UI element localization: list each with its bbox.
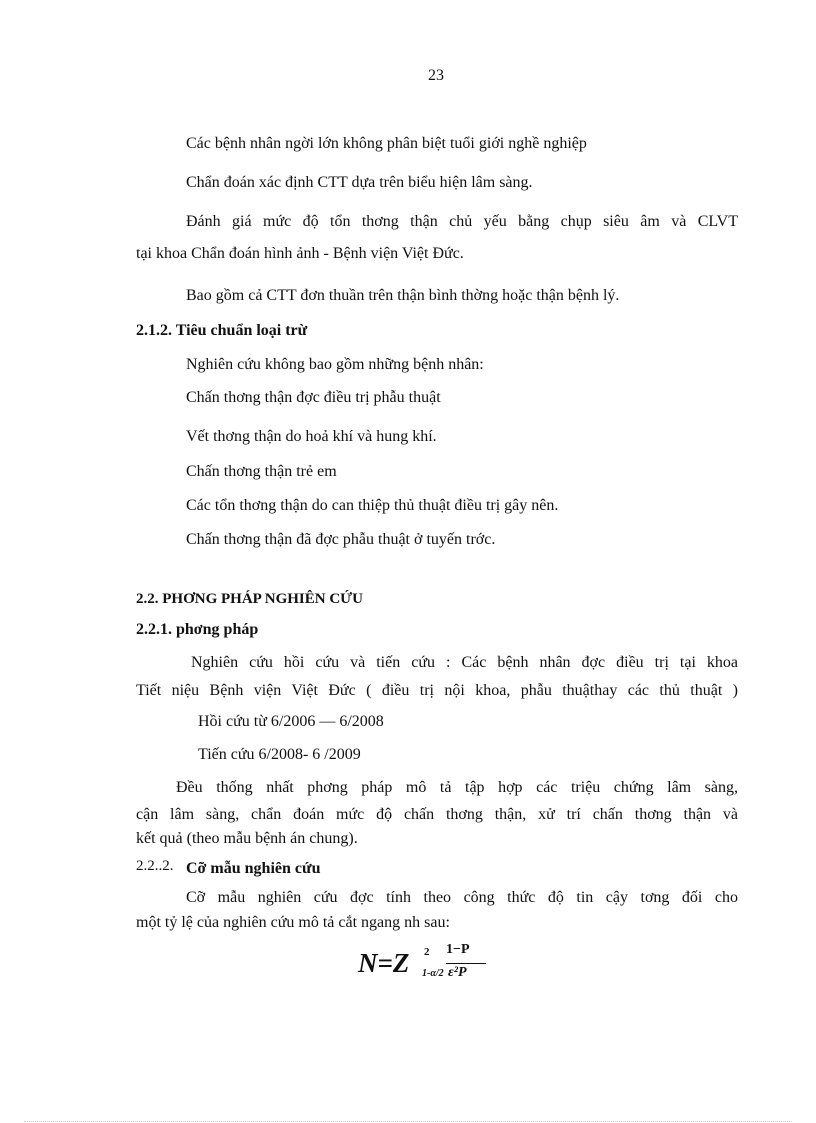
criterion-assessment-line1: Đánh giá mức độ tổn thơng thận chủ yếu bằng chụp siêu âm và CLVT bbox=[186, 213, 738, 230]
formula-lhs: N=Z bbox=[358, 948, 410, 978]
exclusion-intro: Nghiên cứu không bao gồm những bệnh nhân: bbox=[186, 356, 484, 373]
method-line1: Nghiên cứu hồi cứu và tiến cứu : Các bệnh nhân đợc điều trị tại khoa bbox=[191, 654, 738, 671]
section-heading-method: 2.2.1. phơng pháp bbox=[136, 621, 259, 638]
formula-superscript: 2 bbox=[424, 946, 430, 958]
exclusion-item: Chấn thơng thận đã đợc phẫu thuật ở tuyến trớc. bbox=[186, 531, 496, 548]
sample-line1: Cỡ mẫu nghiên cứu đợc tính theo công thức độ tin cậy tơng đối cho bbox=[186, 889, 738, 906]
exclusion-item: Các tổn thơng thận do can thiệp thủ thuật điều trị gây nên. bbox=[186, 497, 559, 514]
formula-denominator: ε²P bbox=[448, 965, 467, 980]
criterion-assessment-line2: tại khoa Chẩn đoán hình ảnh - Bệnh viện Việt Đức. bbox=[136, 245, 464, 262]
criterion-adults: Các bệnh nhân ngời lớn không phân biệt tuổi giới nghề nghiệp bbox=[186, 135, 587, 152]
formula-fraction-bar bbox=[446, 963, 486, 964]
exclusion-item: Chấn thơng thận đợc điều trị phẫu thuật bbox=[186, 389, 441, 406]
section-heading-exclusion: 2.1.2. Tiêu chuẩn loại trừ bbox=[136, 322, 308, 339]
page-bottom-divider bbox=[24, 1121, 792, 1122]
method-para-line2: cận lâm sàng, chẩn đoán mức độ chấn thơng thận, xử trí chấn thơng thận và bbox=[136, 806, 738, 823]
exclusion-item: Vết thơng thận do hoả khí và hung khí. bbox=[186, 428, 437, 445]
method-line2: Tiết niệu Bệnh viện Việt Đức ( điều trị nội khoa, phẫu thuậthay các thủ thuật ) bbox=[136, 682, 738, 699]
section-number-sample: 2.2..2. bbox=[136, 858, 174, 874]
sample-line2: một tỷ lệ của nghiên cứu mô tả cắt ngang nh sau: bbox=[136, 914, 450, 931]
formula-numerator: 1−P bbox=[446, 942, 470, 957]
exclusion-item: Chấn thơng thận trẻ em bbox=[186, 463, 337, 480]
sample-size-formula bbox=[358, 940, 498, 984]
prospective-period: Tiến cứu 6/2008- 6 /2009 bbox=[198, 746, 361, 763]
criterion-diagnosis: Chẩn đoán xác định CTT dựa trên biểu hiện lâm sàng. bbox=[186, 174, 533, 191]
criterion-includes: Bao gồm cả CTT đơn thuần trên thận bình thờng hoặc thận bệnh lý. bbox=[186, 287, 620, 304]
section-heading-sample: Cỡ mẫu nghiên cứu bbox=[186, 860, 321, 877]
page-number: 23 bbox=[428, 67, 444, 84]
method-para-line3: kết quả (theo mẫu bệnh án chung). bbox=[136, 830, 358, 847]
section-heading-methods: 2.2. PHƠNG PHÁP NGHIÊN CỨU bbox=[136, 591, 363, 607]
formula-subscript: 1-α/2 bbox=[422, 968, 444, 979]
retrospective-period: Hồi cứu từ 6/2006 — 6/2008 bbox=[198, 713, 384, 730]
method-para-line1: Đều thống nhất phơng pháp mô tả tập hợp các triệu chứng lâm sàng, bbox=[176, 779, 738, 796]
